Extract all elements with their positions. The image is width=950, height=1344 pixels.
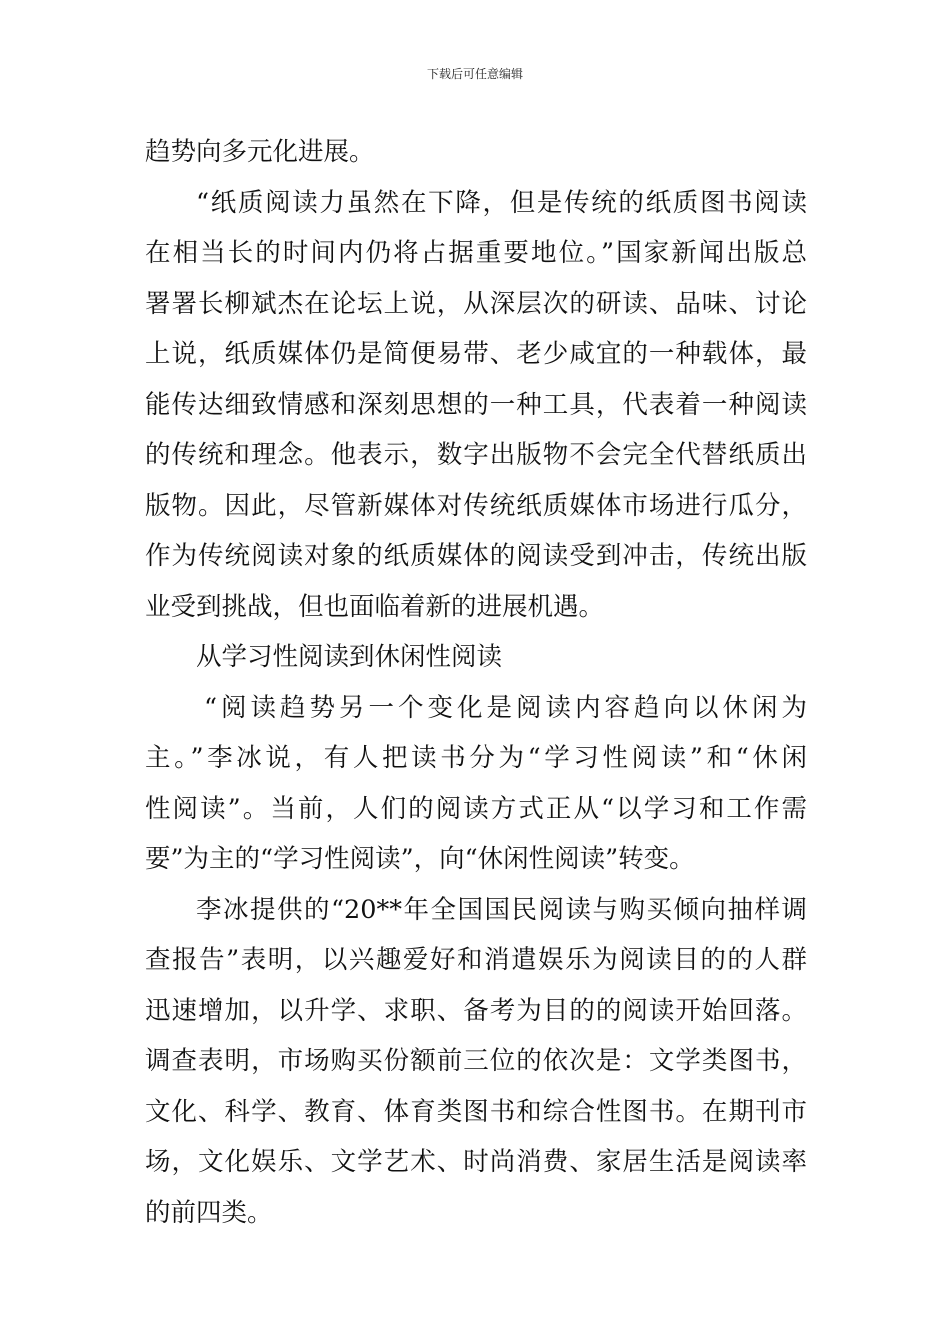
text-line: 作为传统阅读对象的纸质媒体的阅读受到冲击，传统出版: [145, 541, 807, 571]
text-line: 版物。因此，尽管新媒体对传统纸质媒体市场进行瓜分，: [145, 490, 807, 521]
text-line: 场，文化娱乐、文学艺术、时尚消费、家居生活是阅读率: [145, 1147, 807, 1177]
text-line: 李冰提供的“20**年全国国民阅读与购买倾向抽样调: [196, 894, 807, 925]
text-line: 调查表明，市场购买份额前三位的依次是：文学类图书，: [145, 1046, 807, 1076]
page-header: 下载后可任意编辑: [426, 67, 523, 81]
text-line: 要”为主的“学习性阅读”，向“休闲性阅读”转变。: [145, 844, 695, 874]
text-line: 在相当长的时间内仍将占据重要地位。”国家新闻出版总: [145, 238, 807, 268]
text-line: 上说，纸质媒体仍是简便易带、老少咸宜的一种载体，最: [145, 339, 807, 369]
text-line: 查报告”表明，以兴趣爱好和消遣娱乐为阅读目的的人群: [145, 945, 807, 975]
text-line: 趋势向多元化进展。: [145, 137, 375, 167]
text-line: 署署长柳斌杰在论坛上说，从深层次的研读、品味、讨论: [145, 288, 807, 319]
section-heading: 从学习性阅读到休闲性阅读: [196, 642, 503, 672]
text-line: 迅速增加，以升学、求职、备考为目的的阅读开始回落。: [145, 995, 807, 1026]
text-line: “阅读趋势另一个变化是阅读内容趋向以休闲为: [204, 692, 807, 723]
text-line: 性阅读”。当前，人们的阅读方式正从“以学习和工作需: [145, 793, 807, 824]
text-line: 的前四类。: [145, 1197, 273, 1228]
text-line: 文化、科学、教育、体育类图书和综合性图书。在期刊市: [145, 1096, 807, 1127]
text-line: 能传达细致情感和深刻思想的一种工具，代表着一种阅读: [145, 389, 807, 420]
article-body: [145, 127, 807, 1238]
text-line: “纸质阅读力虽然在下降，但是传统的纸质图书阅读: [196, 187, 807, 218]
text-line: 业受到挑战，但也面临着新的进展机遇。: [145, 591, 605, 622]
text-line: 的传统和理念。他表示，数字出版物不会完全代替纸质出: [145, 440, 807, 470]
text-line: 主。”李冰说，有人把读书分为“学习性阅读”和“休闲: [145, 743, 807, 773]
